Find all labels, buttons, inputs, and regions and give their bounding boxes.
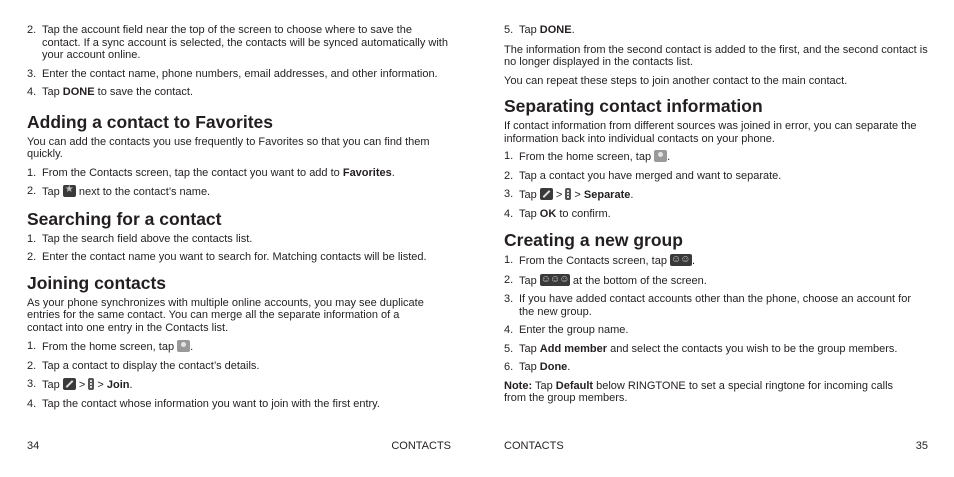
step-text-bold: Favorites [342, 166, 392, 179]
list-item [504, 188, 928, 202]
favorites-intro: You can add the contacts you use frequently to Favorites so that you can find them quickly. [27, 135, 430, 160]
step-number: 3. [27, 67, 37, 80]
step-number: 2. [504, 273, 514, 286]
step-text-post: next to the contact’s name. [75, 186, 211, 198]
join-result-paragraph: The information from the second contact is added to the first, and the second contact is no longer displayed in the contacts list. [504, 43, 928, 68]
joining-steps-continued [504, 24, 928, 37]
edit-icon [540, 188, 553, 200]
separating-steps [504, 150, 928, 220]
step-text-pre: Tap [519, 24, 540, 36]
separating-intro: If contact information from different sources was joined in error, you can separate the information back into individual contacts on your phone. [504, 120, 917, 145]
step-text-bold: Join [106, 379, 130, 391]
list-item [504, 324, 928, 337]
step-text-post: to save the contact. [94, 86, 194, 98]
step-text-pre: Tap [519, 342, 540, 355]
step-text-post: . [667, 151, 671, 163]
right-page [504, 0, 928, 477]
step-number: 5. [504, 342, 514, 355]
step-number: 5. [504, 24, 514, 36]
list-item [27, 185, 451, 199]
step-number: 3. [504, 293, 514, 305]
list-item [504, 208, 928, 221]
step-separator: > [94, 379, 107, 391]
step-text-bold: OK [539, 207, 557, 220]
step-number: 2. [27, 359, 37, 372]
joining-intro: As your phone synchronizes with multiple online accounts, you may see duplicate entries for the same contact. You can merge all the separate information of a contact into one entry in the Contacts list. [27, 296, 424, 334]
step-number: 2. [27, 185, 37, 197]
list-item [504, 293, 928, 318]
step-text-post: . [190, 341, 194, 353]
step-number: 1. [27, 166, 37, 179]
list-item [504, 274, 928, 288]
step-text: If you have added contact accounts other than the phone, choose an account for the new group. [519, 293, 911, 318]
list-item [504, 343, 928, 356]
list-item [27, 86, 451, 99]
step-text-pre: Tap [519, 207, 540, 220]
step-text: Tap the search field above the contacts list. [42, 232, 253, 245]
contacts-icon [177, 340, 190, 352]
step-text: Tap the account field near the top of the screen to choose where to save the contact. If a sync account is selected, the contacts will be synced automatically with your account online. [42, 24, 448, 61]
section-label: CONTACTS [504, 440, 564, 452]
step-text-post: . [630, 189, 634, 201]
list-item [27, 167, 451, 180]
list-item [27, 360, 451, 373]
step-number: 3. [504, 188, 514, 200]
step-text-pre: Tap [519, 361, 540, 373]
add-group-icon [540, 274, 570, 286]
list-item [504, 254, 928, 268]
note-paragraph [504, 380, 928, 405]
star-icon [63, 185, 76, 197]
step-text-post: and select the contacts you wish to be the group members. [607, 342, 898, 355]
step-text-pre: Tap [42, 379, 63, 391]
step-text-bold: Done [539, 361, 568, 373]
list-item [27, 398, 451, 411]
searching-steps [27, 233, 451, 264]
groups-icon [670, 254, 692, 266]
step-text: Enter the contact name you want to search for. Matching contacts will be listed. [42, 251, 427, 263]
step-text-bold: Separate [583, 189, 631, 201]
list-item [27, 233, 451, 246]
step-text-post: . [391, 166, 395, 179]
step-text-post: . [692, 255, 696, 267]
list-item [27, 251, 451, 264]
note-text-post: below RINGTONE to set a special ringtone for incoming calls from the group members. [504, 379, 894, 404]
step-number: 6. [504, 361, 514, 373]
step-text: Tap the contact whose information you want to join with the first entry. [42, 397, 380, 410]
list-item [27, 24, 451, 62]
section-heading-new-group: Creating a new group [504, 230, 683, 250]
step-text-post: . [129, 379, 133, 391]
list-item [504, 361, 928, 374]
step-number: 4. [504, 207, 514, 220]
step-text: Tap a contact you have merged and want to separate. [519, 169, 782, 182]
step-separator: > [571, 189, 584, 201]
list-item [504, 170, 928, 183]
menu-icon [565, 188, 571, 200]
step-separator: > [75, 379, 89, 391]
step-text-pre: Tap [519, 274, 540, 287]
favorites-steps [27, 167, 451, 199]
step-text-post: . [571, 24, 575, 36]
step-text: Tap a contact to display the contact’s details. [42, 359, 260, 372]
contacts-icon [654, 150, 667, 162]
new-group-steps [504, 254, 928, 374]
step-number: 2. [27, 24, 37, 36]
step-number: 1. [27, 232, 37, 245]
step-number: 4. [27, 86, 37, 98]
step-text-post: at the bottom of the screen. [569, 274, 707, 287]
page-number: 34 [27, 440, 40, 452]
step-text-pre: Tap [519, 189, 540, 201]
step-number: 1. [27, 340, 37, 352]
step-number: 4. [504, 324, 514, 336]
section-label: CONTACTS [391, 440, 451, 452]
section-heading-separating: Separating contact information [504, 96, 763, 116]
step-text-bold: DONE [539, 24, 572, 36]
join-repeat-paragraph: You can repeat these steps to join another contact to the main contact. [504, 74, 848, 87]
step-text-pre: From the home screen, tap [519, 151, 655, 163]
list-item [27, 68, 451, 81]
new-contact-steps-continued [27, 24, 451, 99]
step-number: 2. [27, 251, 37, 263]
list-item [504, 24, 928, 37]
section-heading-joining: Joining contacts [27, 272, 167, 293]
step-number: 3. [27, 378, 37, 390]
step-text-pre: From the home screen, tap [42, 341, 178, 353]
note-text-pre: Tap [532, 379, 556, 392]
step-separator: > [552, 189, 566, 201]
list-item [27, 340, 451, 354]
step-text-pre: Tap [42, 186, 63, 198]
page-number: 35 [915, 440, 928, 452]
step-number: 2. [504, 169, 514, 182]
step-text-post: to confirm. [556, 207, 611, 220]
step-text-bold: DONE [62, 86, 95, 98]
step-text-post: . [567, 361, 571, 373]
left-page [27, 0, 451, 477]
step-text-pre: From the Contacts screen, tap the contact you want to add to [42, 166, 343, 179]
left-page-content [27, 24, 451, 410]
step-text: Enter the contact name, phone numbers, email addresses, and other information. [42, 67, 438, 80]
step-number: 1. [504, 150, 514, 162]
menu-icon [88, 378, 94, 390]
section-heading-favorites: Adding a contact to Favorites [27, 111, 273, 132]
list-item [504, 150, 928, 164]
step-number: 4. [27, 397, 37, 410]
list-item [27, 378, 451, 392]
right-page-content [504, 24, 928, 405]
section-heading-searching: Searching for a contact [27, 208, 222, 229]
edit-icon [63, 378, 76, 390]
step-number: 1. [504, 254, 514, 266]
step-text-pre: Tap [42, 86, 63, 98]
step-text-pre: From the Contacts screen, tap [519, 255, 671, 267]
note-label: Note: [504, 379, 533, 392]
note-text-bold: Default [555, 379, 594, 392]
joining-steps [27, 340, 451, 410]
step-text-bold: Add member [539, 342, 608, 355]
step-text: Enter the group name. [519, 324, 629, 336]
